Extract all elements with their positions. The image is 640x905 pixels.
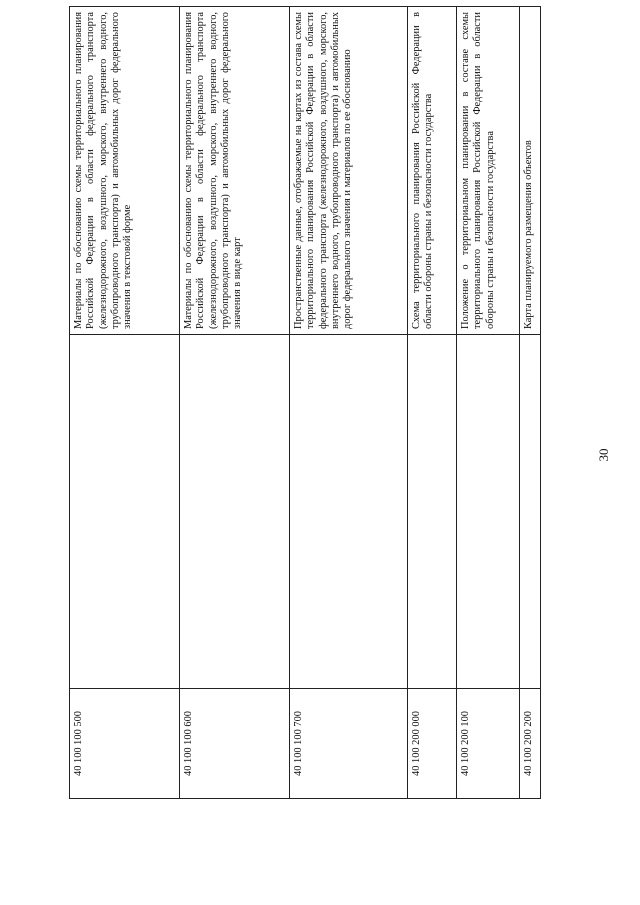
empty-cell	[457, 335, 520, 689]
empty-cell	[180, 335, 290, 689]
table-row	[408, 7, 457, 799]
table-row	[290, 7, 408, 799]
description-cell: Материалы по обоснованию схемы территориального планирования Российской Федерации в области федерального транспорта (железнодорожного, воздушного, морского, внутреннего водного, трубопроводного транспорта) и автомобильных дорог федерального значения в текстовой форме	[70, 7, 180, 335]
table-row	[180, 7, 290, 799]
code-cell: 40 100 100 700	[290, 689, 408, 799]
table-row	[70, 7, 180, 799]
empty-cell	[520, 335, 541, 689]
description-cell: Материалы по обоснованию схемы территориального планирования Российской Федерации в области федерального транспорта (железнодорожного, воздушного, морского, внутреннего водного, трубопроводного транспорта) и автомобильных дорог федерального значения в виде карт	[180, 7, 290, 335]
description-cell: Схема территориального планирования Российской Федерации в области обороны страны и безопасности государства	[408, 7, 457, 335]
description-cell: Карта планируемого размещения объектов	[520, 7, 541, 335]
empty-cell	[290, 335, 408, 689]
empty-cell	[408, 335, 457, 689]
classification-table	[69, 6, 541, 799]
code-cell: 40 100 200 200	[520, 689, 541, 799]
empty-cell	[70, 335, 180, 689]
code-cell: 40 100 100 500	[70, 689, 180, 799]
description-cell: Положение о территориальном планировании в составе схемы территориального планирования Российской Федерации в области обороны страны и безопасности государства	[457, 7, 520, 335]
table-row	[457, 7, 520, 799]
description-cell: Пространственные данные, отображаемые на картах из состава схемы территориального планирования Российской Федерации в области федерального транспорта (железнодорожного, воздушного, морского, внутреннего водного, трубопроводного транспорта) и автомобильных дорог федерального значения и материалов по ее обоснованию	[290, 7, 408, 335]
code-cell: 40 100 200 100	[457, 689, 520, 799]
table-row	[520, 7, 541, 799]
code-cell: 40 100 200 000	[408, 689, 457, 799]
page-number: 30	[596, 448, 611, 462]
code-cell: 40 100 100 600	[180, 689, 290, 799]
